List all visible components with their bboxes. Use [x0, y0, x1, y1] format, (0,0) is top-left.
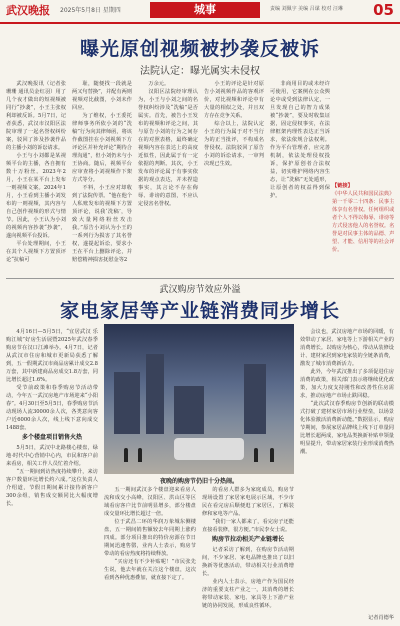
paragraph: 平台处理期间，小王在其个人视频下方置顶评论“抗稿可 [6, 241, 66, 263]
article2-subhead-1: 多个楼盘项目销售火热 [21, 434, 82, 441]
article2-byline [300, 614, 394, 624]
article1-title: 曝光原创视频被抄袭反被诉 [79, 38, 320, 60]
page-header [0, 0, 400, 22]
editor-credits: 责编 刘佩宇 美编 吕谋 校对 汪琳 [270, 6, 343, 12]
paragraph: 业内人士表示，房地产作为国民经济的重要支柱产业之一，其消费的增长将带动家装、家电、家具等上下游产业链的协同发展，形成良性循环。 [202, 579, 294, 609]
law-link-box [332, 182, 396, 257]
article1-column-2 [72, 80, 132, 276]
article1-subtitle: 法院认定：曝光属实未侵权 [140, 66, 260, 77]
article2-column-2 [104, 486, 196, 620]
building-shape [244, 364, 266, 434]
paragraph: 综合以上，法院认定小王的行为属于对不当行为的正当批评，不构成名誉侵权。法院驳回了原告小刘的诉讼请求，一审判决现已生效。 [204, 121, 264, 167]
paragraph: 位于武昌二环的华润万象城东侧楼盘，五一期间销售额较去年同期上涨约四成。部分项目推出的特价房源在节日期间迅速售罄，业内人士表示，购房节带动的看房热度将持续释放。 [104, 519, 196, 557]
paragraph: “五一期间到访热度持续攀升，来访客户数量环比增长约六成。”这位负责人介绍道，节假日期间累计接待新客户300余组，销售成交额同比大幅度增长。 [6, 469, 98, 507]
paragraph: 受节前政策和春季购房节活动带动，今年五一武汉房地产市场迎来“小阳春”。4月30日至5月5日，春季购房节活动现场人流30000余人次，各类意向客户近6000余人次，线上线下意向成交1488套。 [6, 385, 98, 431]
masthead: 武汉晚报 [6, 4, 50, 17]
paragraph: 汉阳区法院经审理认为，小王与小刘之间的名誉权纠纷涉及“洗稿”是否属实。首先，被告小王发布的视频和评论之间，其与原告小刘的行为之间存在的对照表格，最终确定视频内容在表达上的高度近似性，因此属于有一定依据的判断。其次，小王发布的评论属于有事实依据的观点表达，并未捏造事实，其言论不存在侮辱、诽谤的意图，不应认定侵害名誉权。 [138, 89, 198, 207]
link-tag: 【链接】 [332, 183, 353, 189]
header-rule [0, 22, 400, 24]
paragraph: 武汉晚报讯（记者张珊珊 通讯员金红羽）用了几个夜才做出的短视频被同行“抄袭”，小王主张权利却被反诉。5月7日，记者获悉，武汉市汉阳区法院审理了一起名誉权纠纷案，驳回了涉及抄袭作品的主播小刘的诉讼请求。 [6, 81, 66, 151]
car-shape [174, 438, 244, 460]
paragraph: 的看房人群多为家庭成员。购房节现场设置了家居家电展示区域，不少市民在看完房后顺便逛了家居区，了解装修和家电等产品。 [202, 487, 294, 517]
paragraph: 小王的评论是针对原告小刘视频作品的客观评价，对比视频和评论中有大量的相似之处，并且双方存在竞争关系。 [204, 81, 264, 119]
section-name: 城事 [150, 2, 260, 18]
paragraph: “我们一家人都来了，看完房子还能直接看装修，很方便。”市民李女士说。 [202, 519, 294, 533]
paragraph: 此外，今年武汉推出了多项促进住房消费的政策，相关部门表示将继续优化政策，加大力度支持刚性和改善性住房需求，推动房地产市场止跌回稳。 [300, 369, 394, 399]
byline: 记者肖德华 [368, 615, 394, 621]
paragraph: “此次武汉春季购房节创新的联动模式打破了建材家居市场行业壁垒，以场景化体验激活消费新动能。”数据显示，购房节期间，参展家居品牌线上线下订单量同比增长超两成，家电品类换新补贴申领量明显提升，带动家居家装行业形成消费热潮。 [300, 401, 394, 455]
article1-column-4 [204, 80, 264, 276]
article2-kicker: 武汉购房节效应外溢 [159, 285, 241, 295]
page-number: 05 [373, 1, 394, 19]
paragraph: 会议也，武汉房地产市场的回暖，有效带动了家居、家电等上下游相关产业的消费增长。以购房为核心，带动从装修设计、建材家居到家电家装的全链条消费，激发了城市消费新活力。 [300, 329, 394, 367]
paragraph: 五一期间武汉多个楼盘迎来看房人流和成交小高峰，汉阳区、洪山区等区域看房客户比节前明显增多，部分楼盘成交量环比增长超过一倍。 [104, 487, 196, 517]
building-shape [114, 372, 140, 434]
article2-column-1 [6, 328, 98, 620]
paragraph: 万余元。 [148, 81, 170, 87]
paragraph: “买房还有不少补贴呢！”市民张先生说，他去年就在关注这个楼盘，这次看到各种优惠叠加，就直接下定了。 [104, 559, 196, 581]
paragraph: 非商用目的或未经许可使用，它案例在公众舆论中或受到法律认定，一旦发现自己的智力成果被“抄袭”，要及时收集证据，固定侵权事实，在法律框架内理性表达正当诉求，依法依规合法权利。作为平台管理者，应完善机制，依法处理侵权投诉，保护原创者合法权益，切实维护网络内容生态，让“洗稿”无处遁形，让原创者的权益得到保护。 [270, 81, 330, 199]
article1-column-5 [270, 80, 330, 276]
paragraph: 记者采访了解到，在购房节活动期间，不少家居、家电品牌也推出了以旧换新等优惠活动，带动相关行业消费增长。 [202, 547, 294, 577]
paragraph: 不料，小王应对却收到了法院传票。“他在他个人私账发布的视频下方置顶评论，说我‘洗稿’，导致大量网络粉丝攻击我。”原告小刘认为小王的一系列行为损害了其名誉权，遂提起诉讼，要求小王在平台上删除评论，并赔偿精神损害抚慰金等2 [72, 185, 132, 263]
article2-title: 家电家居等产业链消费同步增长 [59, 300, 340, 322]
person-shape [254, 448, 258, 462]
issue-date: 2025年5月8日 星期四 [60, 7, 121, 14]
photo-caption: 夜晚的购房节仍旧十分热闹。 [159, 478, 238, 485]
article2-column-3 [202, 486, 294, 620]
section-divider [6, 278, 394, 279]
paragraph: 为了维权，小王委托律师事务所依小刘的“洗稿”行为向其律师函，将该作截图挂在小刘视频下方评论区并补充评论“期待合理沟通”，但小刘仍未与小王协商。随后，视频平台应审查将小刘视频作下架方式等分。 [72, 113, 132, 183]
building-shape [174, 386, 204, 434]
article1-column-3 [138, 80, 198, 276]
article2-subhead-2: 购房节拉动相关产业链增长 [211, 536, 284, 543]
paragraph: 5月5日，武汉中北路楼心楼盘，绿地·时代中心营销中心内，市民和客户前来看房，相关工作人员忙着介绍。 [6, 445, 98, 467]
person-shape [138, 448, 142, 462]
building-shape [146, 354, 164, 434]
paragraph: 4月16日—5月5日，“宜居武汉 乐购江城”好房生活展暨2025年武汉春季购房节在汉口江滩举办。4月7日，记者从武汉市住房和城市更新局获悉了解到，五一假期武汉市商品房累计成交2.8万套，其中新建商品房成交1.8万套，同比增长超过1.6%。 [6, 329, 98, 383]
person-shape [124, 448, 128, 462]
link-text: 《中华人民共和国民法典》第一千零二十四条：民事主体享有名誉权。任何组织或者个人不得以侮辱、诽谤等方式侵害他人的名誉权。名誉是对民事主体的品德、声望、才能、信用等的社会评价。 [332, 191, 395, 253]
paragraph: 小王与小刘都是某视频平台的主播，各自拥有数十万粉丝。2023年2月，小王在某平台上发布一则视频文案。2024年1月，小王看到主播小刘发布的一则视频，其内容与自己创作视频的形式与情节。因此，小王认为小刘的视频内容抄袭“抄袭”，遂向视频平台投诉。 [6, 153, 66, 239]
paragraph: 耻，随便找一段就是两又句替换”，并配有两则视频对比截图，小刘未作回应。 [72, 81, 132, 111]
article1-column-1 [6, 80, 66, 276]
article2-column-4 [300, 328, 394, 612]
event-photo [104, 324, 294, 474]
person-shape [270, 448, 274, 462]
